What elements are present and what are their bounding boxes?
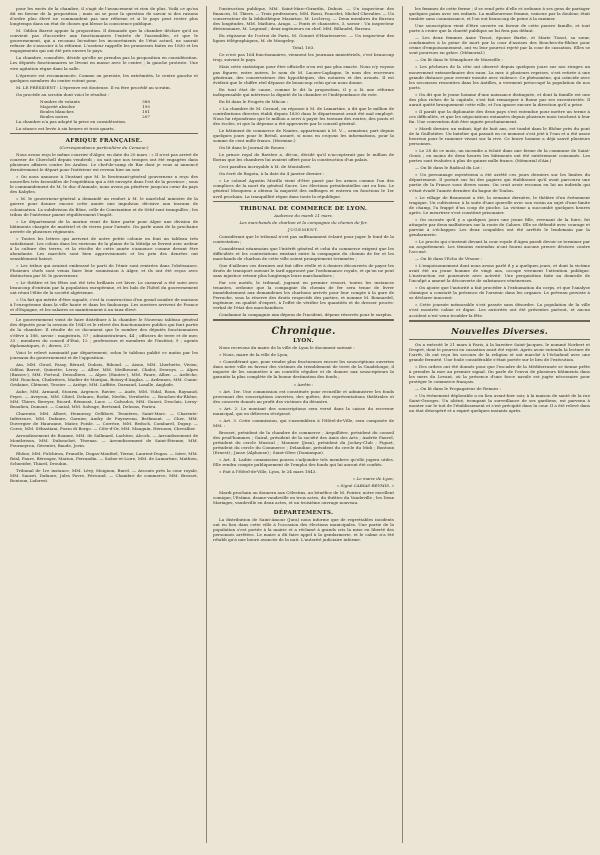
jugement-label: JUGEMENT. xyxy=(288,226,319,232)
place-heading: LYON. xyxy=(293,338,314,345)
paragraph: « Considérant que, pour rendre plus fructueuses encore les souscriptions ouvertes dans notre ville en faveur des victimes du tremblement de terre de la Guadeloupe, il importe de les soumettre à un contrôle régulier et de donner aux souscripteurs la garantie la plus complète de la bonne destination des fonds ; xyxy=(213,359,394,380)
paragraph: « Un personnage mystérieux a été arrêté ces jours derniers sur les limites du département. Il portait sur lui des papiers qui établissent qu'il avait parcouru une partie de la France sous divers noms. On croit avoir reconnu en lui un individu qui s'était évadé l'année dernière du bagne de Toulon. xyxy=(409,172,590,193)
paragraph: La séance est levée à six heures et trois quarts. xyxy=(16,125,115,131)
signature-name: « Signé CABIAS-REYMIS. » xyxy=(336,483,394,489)
paragraph: Considérant néanmoins que l'intérêt général et celui du commerce exigent que les difficultés et les contestations existant entre la compagnie du chemin de fer et les marchands de charbon de cette ville soient promptement terminées ; xyxy=(213,245,394,261)
column-3 xyxy=(402,6,590,843)
paragraph: Une souscription vient d'être ouverte en faveur de cette pauvre famille, et tout porte à croire que la charité publique ne lui fera pas défaut. xyxy=(409,23,590,34)
paragraph: — On lit dans l'Echo de Vésone : xyxy=(415,256,483,262)
paragraph: « Le département de la marine vient de faire partir pour Alger une division de bâtiments chargée de matériel et de vivres pour l'armée. On parle aussi de la prochaine arrivée de plusieurs régiments. xyxy=(10,218,198,234)
section-heading-tribunal: TRIBUNAL DE COMMERCE DE LYON. xyxy=(239,205,368,212)
column-1 xyxy=(10,6,198,843)
paragraph: « Art. 1er. Une commission est constituée pour recueillir et administrer les fonds provenant des souscriptions ouvertes, des quêtes, des représentations théâtrales et des concerts donnés au profit des victimes du désastre. xyxy=(213,388,394,404)
divider xyxy=(213,201,394,202)
section-subheading: Audience du mardi 21 mars. xyxy=(274,212,333,218)
paragraph: On a exécuté le 21 mars à Paris, à la barrière Saint-Jacques, le nommé Norbert et Despré, dont le pourvoi en cassation avait été rejeté. Après avoir entendu la lecture de l'arrêt, ils ont reçu les secours de la religion et ont marché à l'échafaud avec une grande fermeté. Une foule considérable s'était portée sur le lieu de l'exécution. xyxy=(409,341,590,362)
paragraph: — On lit dans le Propagateur de Rennes : xyxy=(415,385,501,391)
paragraph: « Mardi dernier, un enfant, âgé de huit ans, est tombé dans le Rhône près du pont de la Guillotière. Un batelier qui passait en ce moment s'est jeté à l'eau et a été assez heureux pour le ramener vivant sur la rive. Ce brave homme a déjà sauvé plusieurs personnes. xyxy=(409,125,590,147)
paragraph: Aube, MM. Armand, Stourm, Argence, Ravier. — Aude, MM. Vidal, Roux, Raynaud, Peyre. — Aveyron, MM. Cibiel, Delauro, Rodat, Merlin, Vernhette. — Bouches-du-Rhône, MM. Thiers, Berryer, Ricard, Rémusat, Luce. — Calvados, MM. Guizot, Desclais, Leroy-Beaulieu, Dumont. — Cantal, MM. Salvage, Bertrand, Delzons, Parieu. xyxy=(10,389,198,410)
paragraph: Condamne la compagnie aux dépens de l'incident, dépens réservés pour le surplus. xyxy=(219,312,393,318)
paragraph: « Les tribus qui avaient embrassé le parti de l'émir sont rentrées dans l'obéissance. Plusieurs chefs sont venus faire leur soumission à Alger, et ils ont été reçus avec distinction par M. le gouverneur. xyxy=(10,262,198,279)
paragraph: On procède au scrutin dont voici le résultat : xyxy=(16,91,110,97)
paragraph: « Le théâtre et les fêtes ont été très brillants cet hiver. Le carnaval a été suivi avec beaucoup d'entrain par la population européenne, et les bals de l'hôtel du gouvernement ont réuni l'élite de la société algérienne. xyxy=(10,280,198,296)
paragraph: « L'empoisonnement dont nous avons parlé il y a quelques jours, et dont la victime avait été un jeune homme de vingt ans, occupe vivement l'attention publique. L'instruction est poursuivie avec activité. Une perquisition faite au domicile de l'inculpé a amené la découverte de substances vénéneuses. xyxy=(409,263,590,284)
paragraph: En lit dans le Progrès de Mâcon : xyxy=(219,98,289,104)
paragraph: La chambre n'a pas adopté la prise en considération. xyxy=(16,118,127,124)
paragraph: Voici le relevé nominatif par département, selon le tableau publié ce matin par les journaux du gouvernement et de l'opposition. xyxy=(10,349,198,360)
paragraph: « Nous, maire de la ville de Lyon, xyxy=(219,352,289,358)
paragraph: En tout état de cause, comme le dit la proposition, il y a là une réforme indispensable qui intéresse la dignité de la chambre et l'indépendance du vote. xyxy=(213,86,394,97)
paragraph: La distribution de Saint-Amour (Jura) nous informe que de regrettables incidents ont eu lieu dans cette ville à l'occasion des élections municipales. Une partie de la population s'est portée à la mairie et a réclamé à grands cris la mise en liberté des personnes arrêtées. Le maire a dû faire appel à la gendarmerie, et le calme n'a été rétabli qu'à une heure avancée de la nuit. L'autorité judiciaire informe. xyxy=(213,516,394,542)
paragraph: — Les deux femmes Anne Tissot, épouse Barbe, et Marie Tissot, sa sœur, condamnées à la peine de mort par la cour d'assises des Bouches-du-Rhône pour crime d'empoisonnement, ont vu leur pourvoi rejeté par la cour de cassation. Elles se sont pourvues en grâce. (Mémorial.) xyxy=(409,35,590,56)
paragraph: « Fait à l'Hôtel-de-Ville, Lyon, le 24 mars 1843. xyxy=(219,469,317,475)
paragraph: « On ajoute que l'autorité a fait procéder à l'exhumation du corps, et que l'analyse chimique a constaté la présence de l'arsenic dans les organes. Le prévenu persiste à se déclarer innocent. xyxy=(409,285,590,301)
paragraph: l'instruction publique, MM. Saint-Marc-Girardin, Dubois. — Un inspecteur des finances, M. Thiers. — Trois professeurs, MM. Rossi, Poncelet, Michel Chevalier. — Un conservateur de la bibliothèque Mazarine, M. Leclercq. — Deux membres du Bureau des longitudes, MM. Mathieu, Arago. — Ponts et chaussées, 3, savoir : Un inspecteur divisionnaire, M. Legrand ; deux ingénieurs en chef, MM. Billaudel, Bureau. xyxy=(213,6,394,32)
paragraph: — On lit dans le Radical du Lot : xyxy=(415,165,483,171)
paragraph: La chambre, consultée, décide qu'elle ne prendra pas la proposition en considération. Les députés fonctionnaires se lèvent en masse avec le centre ; la gauche proteste. Une vive agitation règne dans la salle. xyxy=(10,55,198,71)
paragraph: « Le procès qui s'instruit devant la cour royale d'Agen paraît devoir se terminer par un acquittement. Les témoins entendus n'ont fourni aucune preuve décisive contre l'accusé. xyxy=(409,238,590,255)
paragraph: « M. le gouverneur-général a demandé un renfort à M. le maréchal ministre de la guerre pour donner encore cette année une impulsion décisive aux travaux de colonisation. La subdivision de Bône, celle de Constantine et de Sétif sont tranquilles ; les tribus de l'intérieur paient régulièrement l'impôt. xyxy=(10,196,198,217)
paragraph: « On dit que le jeune homme d'une naissance distinguée, et dont la famille est une des plus riches de la capitale, s'est fait remarquer à Rome par ses excentricités. Il aurait quitté brusquement cette ville, et l'on ignore encore la direction qu'il a prise. xyxy=(409,91,590,107)
paragraph: M. LE PRÉSIDENT : L'épreuve est douteuse. Il va être procédé au scrutin. xyxy=(16,84,171,90)
paragraph: En régisseur de l'octroi de Paris, M. Gonnet d'Hautesserve. — Un inspecteur des lignes télégraphiques, M. de Mongeley. xyxy=(213,33,394,44)
paragraph: Le bâtiment de commerce de Nantes, appartenant à M. V..., armateur, part depuis quelques jours pour le Brésil, assuré, si nous en croyons les informations, pour la somme de cent mille francs. (Hermine.) xyxy=(213,127,394,144)
paragraph: Le gouvernement vient de faire distribuer à la chambre le Nouveau tableau général des députés pour la session de 1843 et le relevé des fonctionnaires publics qui font partie de la chambre. Il résulte de ce document que le nombre des députés fonctionnaires s'élève à 188, savoir : magistrats, 57 ; administrateurs, 44 ; officiers de terre et de mer, 33 ; membres du conseil d'État, 12 ; professeurs et membres de l'Institut, 9 ; agents diplomatiques, 6 ; divers, 27. xyxy=(10,317,198,348)
paragraph: Que d'ailleurs ces derniers ont fait offre réelle et à deniers découverts de payer les droits de transport suivant le tarif approuvé par l'ordonnance royale, et qu'on ne peut sans injustice retenir plus longtemps leurs marchandises ; xyxy=(213,262,394,278)
paragraph: Ce n'est pas 164 fonctionnaires, viennent les journaux ministériels, c'est beaucoup trop, suivant le pays. xyxy=(213,52,394,63)
paragraph: « Le colonel Agustin Morillo vient d'être passé par les armes comme l'un des complices de la mort du général Sucre. Les élections présidentielles ont eu lieu. Le général Mosquera a obtenu la majorité des suffrages et entrera en fonctions le 1er avril prochain. La tranquillité règne dans toute la république. xyxy=(213,178,394,199)
total-line: Total, 163. xyxy=(292,45,315,51)
paragraph: Charente, MM. Albert, Hennessy, Gellibert, Tesnières, Saint-Marc. — Charente-Inférieure, MM. Dufaure, Garnier, Audry de Puyraveau, Bethmont. — Cher, MM. Duvergier de Hauranne, Mater, Poisle. — Corrèze, MM. Bedoch, Combarel, Dupuy. — Corse, MM. Sébastiani, Pozzo di Borgo. — Côte-d'Or, MM. Mauguin, Hernoux, Chevallier. xyxy=(10,411,198,432)
paragraph: Arrondissement de Roanne, MM. de Sallmard, Lachèze, Alcock. — Arrondissement de Montbrison, MM. Dubouchet, Tézenas. — Arrondissement de Saint-Étienne, MM. Fourneyron, Gérentet, Baude, Jovin. xyxy=(10,433,198,449)
vote-label: Boules noires xyxy=(40,113,69,119)
paragraph: Par ces motifs, le tribunal, jugeant en premier ressort, toutes les instances tenantes, ordonne que la compagnie du chemin de fer sera tenue de livrer immédiatement aux demandeurs les charbons arrivés pour leur compte à la gare de Perrache, sous la réserve des droits respectifs des parties, et nomme M. Bonnardel, ingénieur, en qualité d'expert, à l'effet de vérifier les quantités et de dresser procès-verbal de l'état des marchandises. xyxy=(213,279,394,311)
section-heading-afrique: AFRIQUE FRANÇAISE. xyxy=(65,138,143,145)
paragraph: « Un événement déplorable a eu lieu avant-hier soir, à la maison de santé de la rue Saint-Georges. Un aliéné, trompant la surveillance de ses gardiens, est parvenu à monter sur le toit de l'établissement et s'est précipité dans la cour. Il a été relevé dans un état désespéré et a expiré quelques instants après. xyxy=(409,393,590,414)
paragraph: « Un fait qui mérite d'être signalé, c'est la construction d'un grand nombre de maisons à l'européenne dans la ville haute et dans les faubourgs. Les ouvriers arrivent de France et d'Espagne, et les salaires se maintiennent à un taux élevé. xyxy=(10,297,198,313)
paragraph: Ain, MM. Girod, Passy, Bérard, Dubois, Riboud. — Aisne, MM. Lherbette, Vivien, Odilon Barrot, Quinette, Leroy. — Allier, MM. Meilheurat, Chalot, Desroys. — Alpes (Basses-), MM. Fortoul, Dessolliers. — Alpes (Hautes-), MM. Faure, Allier. — Ardèche, MM. Rouchon, Chabrières, Madier de Montjau, Boissy-d'Anglas. — Ardennes, MM. Cunin-Gridaine, Clément, Tessier. — Ariège, MM. Laffitte, Darnaud, Lasalle, Anglade. xyxy=(10,361,198,387)
paragraph: Mais cette statistique pour être officielle n'en est pas plus exacte. Nous n'y voyons pas figurer, entre autres, le nom de M. Lacave-Laplagne, le nom des receveurs généraux, des conservateurs des hypothèques, des notaires et des avoués. Il est évident que le chiffre réel dépasse de beaucoup celui qu'on nous donne. xyxy=(213,64,394,85)
paragraph: pour les excès de la chambre, il s'agit de l'avancement et rien de plus. Voilà ce qu'on dit en faveur de la proposition ; mais on se pose la question de savoir si des raisons d'ordre plus élevé ne commandent pas une réforme et si le pays peut rester plus longtemps dans un état de choses qui blesse la conscience publique. xyxy=(10,6,198,27)
paragraph: « Le village de Beaumont a été, la semaine dernière, le théâtre d'un événement tragique. Un cultivateur, à la suite d'une querelle avec son voisin au sujet d'une limite de champ, l'a frappé d'un coup de pioche. La victime a succombé quelques heures après. Le meurtrier s'est constitué prisonnier. xyxy=(409,194,590,215)
divider xyxy=(10,133,198,134)
paragraph: « Toutes les lettres qui arrivent de notre petite colonie en font un tableau très satisfaisant. Les colons dans les environs de la plaine de la Mitidja se livrent avec ardeur à la culture des terres, et la récolte de cette année s'annonce comme devant être abondante. Les marchés sont bien approvisionnés et les prix des denrées ont sensiblement baissé. xyxy=(10,235,198,261)
paragraph: Tribunal de 1re instance, MM. Lévy, Moignon, Burel. — Avocats près la cour royale, MM. Sauzet, Dufaure, Jules Favre, Péricaud. — Chambre de commerce, MM. Brosset, Bontoux, Laforest. xyxy=(10,467,198,483)
paragraph: « Cette journée mémorable s'est passée sans désordre. La population de la ville s'est montrée calme et digne. Les autorités ont été présentes partout, et aucun accident n'est venu troubler la fête. xyxy=(409,302,590,318)
column-2 xyxy=(206,6,394,843)
paragraph: « La chambre de M. Cavaud, en réponse à M. de Lamartine, a dit que le million de contributions directes établi depuis 1830 dans le département avait été mal employé. Nous lui répondrons que le million a servi à payer les travaux des routes, des ponts et des écoles, et que la dépense a été approuvée par le conseil général. xyxy=(213,105,394,126)
paragraph: « Art. 2. Le montant des souscriptions sera versé dans la caisse du receveur municipal, qui en délivrera récépissé. xyxy=(213,405,394,416)
paragraph: « Il paraît que la diplomatie des deux pays s'est entendue pour mettre un terme à ces difficultés, et que les négociations entamées depuis plusieurs mois touchent à leur fin. Une convention doit être signée prochainement. xyxy=(409,108,590,124)
paragraph: Rhône, MM. Fulchiron, Prunelle, Dugas-Montbel, Terme, Laurent-Dugas. — Isère, MM. Réal, Faure, Bérenger, Marion, Ferrandin. — Saône-et-Loire, MM. de Lamartine, Mathieu, Schneider, Thiard, Drouhin. xyxy=(10,450,198,466)
vote-value: 388 xyxy=(142,98,150,104)
paragraph: Considérant que le tribunal n'est pas suffisamment éclairé pour juger le fond de la contestation ; xyxy=(213,233,394,244)
paragraph: « On nous annonce à l'instant que M. le lieutenant-général gouverneur a reçu des nouvelles très favorables de l'expédition qui a été envoyée dans l'est de la province ; sous le commandement de M. le duc d'Aumale, nous avons pu pénétrer jusqu'au cœur du pays des Kabyles. xyxy=(10,174,198,195)
paragraph: « Des ordres ont été donnés pour que l'escadre de la Méditerranée se tienne prête à prendre la mer au premier signal. On parle de l'envoi de plusieurs bâtiments dans les mers du Levant, où la présence d'une force navale est jugée nécessaire pour protéger le commerce français. xyxy=(409,363,590,384)
vote-label: Majorité absolue xyxy=(40,103,75,109)
section-subheading: (Correspondance particulière du Censeur.) xyxy=(59,145,149,151)
paragraph: On lit dans le Journal de Rouen : xyxy=(219,145,287,151)
paragraph: Mardi prochain on donnera aux Célestins, au bénéfice de M. Poirier, notre excellent comique, l'Estime, drame-vaudeville en trois actes, du théâtre du Vaudeville ; les Deux Mariages, vaudeville en deux actes, et un troisième ouvrage nouveau. xyxy=(213,490,394,506)
vote-results xyxy=(10,99,198,119)
paragraph: Nous avons reçu le même courrier d'Alger, en date du 20 mars : « Il n'est pas arrivé de courrier de Cherchell depuis vendredi ; on sait que nos troupes ont été engagées dans plusieurs affaires contre les Arabes. Le chef-de-camp de Bar dont je vous ai annoncé dernièrement le départ pour l'intérieur est revenu hier au soir. xyxy=(10,152,198,173)
paragraph: les femmes de cette ferme ; il se rend près d'elle et ordonne à ses gens de partager quelques pains avec ses enfants. La malheureuse femme, vaincue par la douleur, était tombée sans connaissance, et l'on eut beaucoup de peine à la ranimer. xyxy=(409,6,590,22)
vote-value: 207 xyxy=(142,113,150,119)
vote-value: 181 xyxy=(142,108,150,114)
divider xyxy=(10,314,198,315)
vote-value: 195 xyxy=(142,103,150,109)
paragraph: — On lit dans le Sémaphore de Marseille : xyxy=(415,57,503,63)
vote-label: Boules blanches xyxy=(40,108,74,114)
signature-title: « Le maire de Lyon, xyxy=(352,476,394,482)
chronique-masthead: Chronique. xyxy=(271,326,336,338)
vote-label: Nombre de votants xyxy=(40,98,80,104)
section-subheading: Les marchands de charbon et la compagnie du chemin de fer. xyxy=(239,219,368,225)
section-heading-departements: DÉPARTEMENTS. xyxy=(273,509,334,516)
divider xyxy=(213,319,394,321)
divider xyxy=(409,339,590,340)
paragraph: Brosset, président de la chambre de commerce ; Arquillière, président du conseil des prud'hommes ; Gairal, président de la société des Amis des Arts ; Andrée Fauvel, président du cercle Musical ; Monnier (Jean), président du Jockey-Club ; Piguet, président du cercle du Commerce ; Delandine, président du cercle du Midi ; Bontoux (Ernest) ; Janse (Alphonse) ; Saint-Olive (Dominique). xyxy=(213,429,394,456)
paragraph: Ceci paraîtra incroyable à M. de Montalivet. xyxy=(219,164,312,170)
paragraph: Le prince royal de Bavière a, dit-on, décidé qu'il n'accepterait pas le million de florins que les chambres lui avaient offert pour la construction d'un palais. xyxy=(213,152,394,163)
nouvelles-diverses-masthead: Nouvelles Diverses. xyxy=(451,326,548,337)
newspaper-page xyxy=(10,6,590,843)
paragraph: Nous recevons du maire de la ville de Lyon le document suivant : xyxy=(219,345,355,351)
paragraph: M. Odilon Barrot appuie la proposition. Il demande que la chambre déclare qu'il ne convient pas d'accorder aux fonctionnaires l'entrée de l'assemblée, et que le gouvernement, qui a reconnu lui-même les inconvénients de l'état actuel, ne saurait refuser de s'associer à la réforme. L'orateur rappelle les promesses faites en 1830 et les engagements qui ont été pris envers le pays. xyxy=(10,28,198,54)
paragraph: « Arrête : xyxy=(293,381,314,387)
paragraph: « Art. 4. Ladite commission pourra s'adjoindre tels membres qu'elle jugera utiles. Elle rendra compte publiquement de l'emploi des fonds qui lui auront été confiés. xyxy=(213,457,394,468)
paragraph: On écrit de Bogota, à la date du 4 janvier dernier : xyxy=(219,171,325,177)
paragraph: L'épreuve est recommencée. Comme on persiste, les extrémités, le centre gauche et quelques membres du centre votent pour. xyxy=(10,72,198,83)
paragraph: « Le 28 de ce mois, un incendie a éclaté dans une ferme de la commune de Saint-Genis ; en moins de deux heures les bâtiments ont été entièrement consumés. Les pertes sont évaluées à plus de quinze mille francs. (Mémorial d'Aix.) xyxy=(409,148,590,164)
paragraph: « On raconte qu'il y a quelques jours une jeune fille, revenant de la foire, fut attaquée par deux malfaiteurs sur la route de Cahors. Elle se défendit avec courage et parvint à s'échapper. Les deux coupables ont été arrêtés le lendemain par la gendarmerie. xyxy=(409,216,590,237)
paragraph: « Art. 3. Cette commission, qui s'assemblera à l'Hôtel-de-Ville, sera composée de MM. : xyxy=(213,417,394,428)
divider xyxy=(409,320,590,322)
paragraph: « Les pêcheurs de la côte ont observé depuis quelques jours sur nos rivages un mouvement extraordinaire des eaux. La mer, à plusieurs reprises, s'est retirée à une grande distance pour revenir ensuite avec violence. Ce phénomène, qui coïncide avec les secousses ressenties dans les Antilles, a vivement préoccupé la population de nos ports. xyxy=(409,64,590,90)
